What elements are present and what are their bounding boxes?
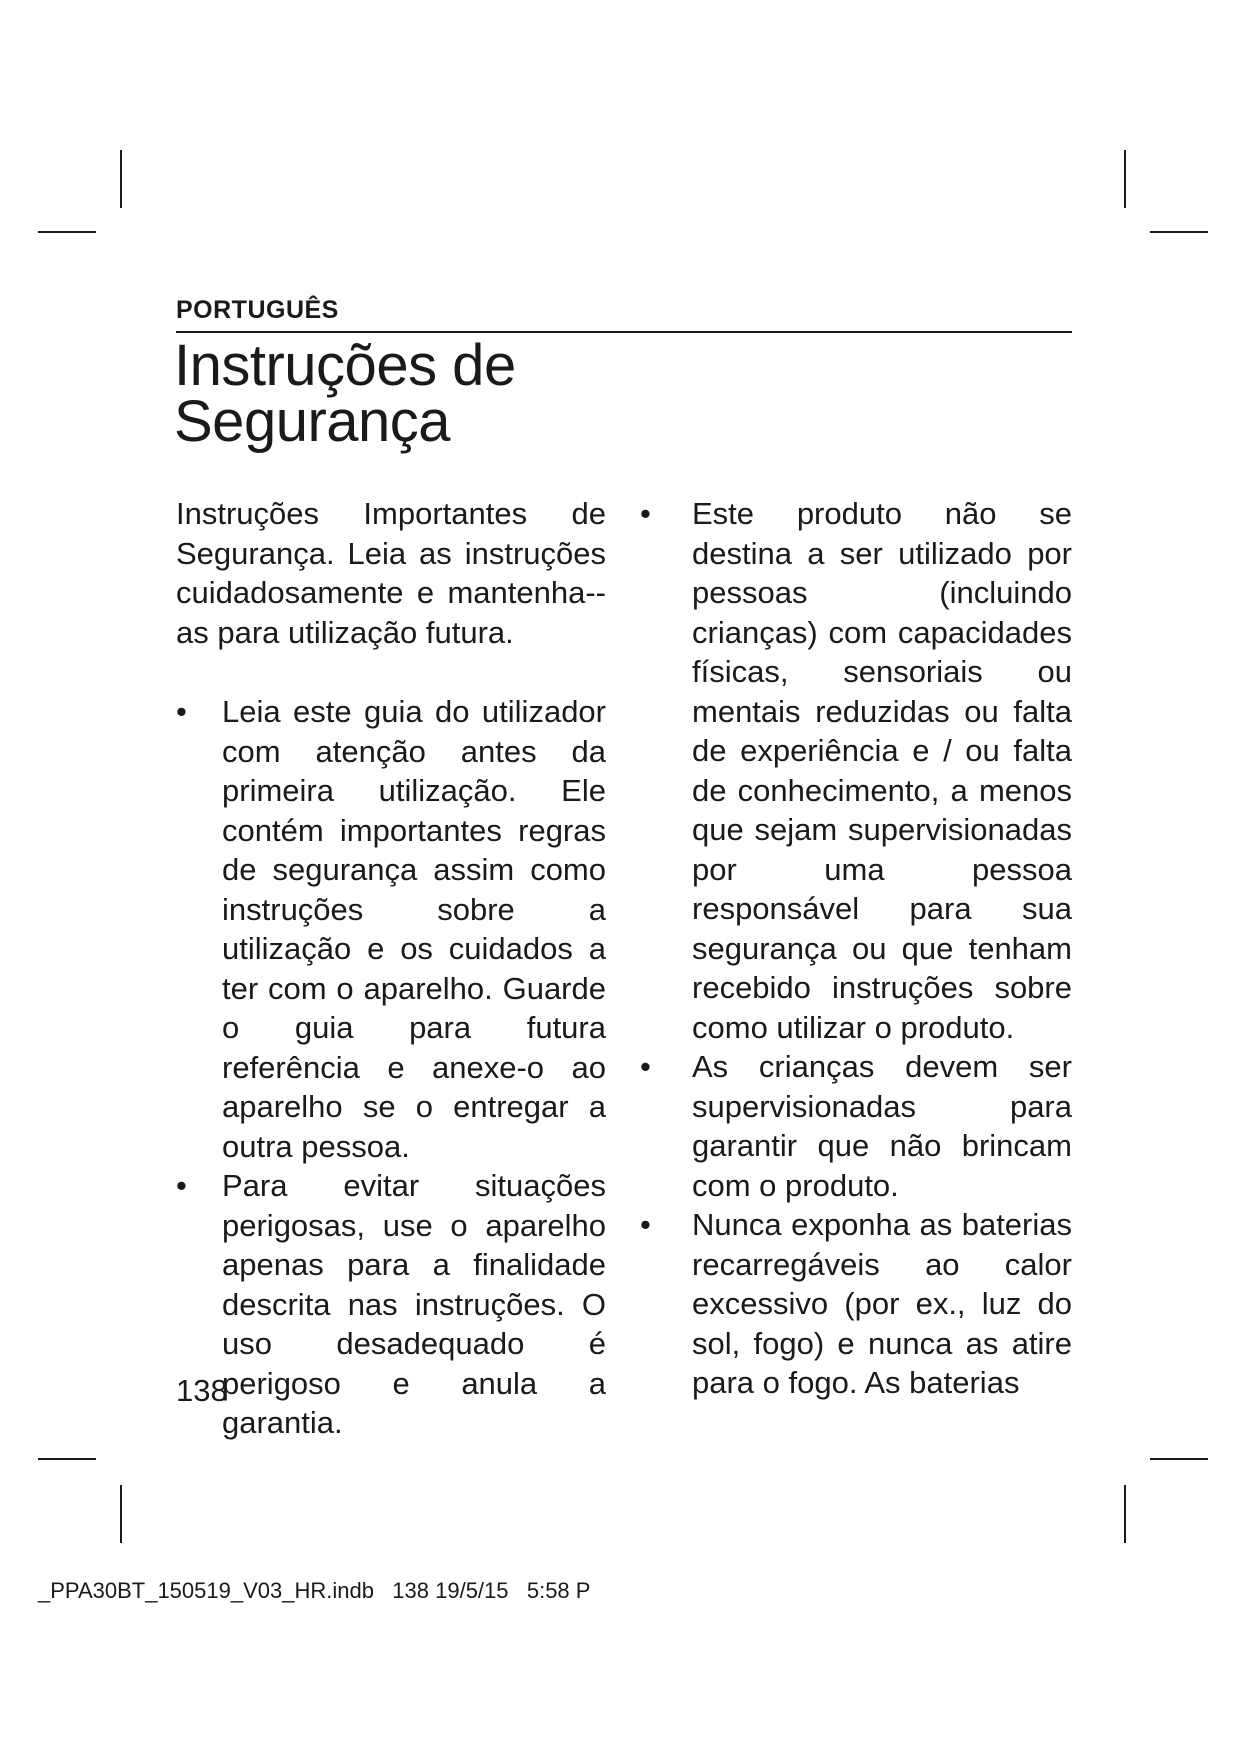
- list-item: [642, 494, 1072, 1047]
- crop-mark-bottom-right-vertical: [1124, 1485, 1126, 1543]
- list-item: [176, 1166, 606, 1443]
- bullet-icon: •: [176, 694, 187, 729]
- bullet-icon: •: [640, 496, 651, 531]
- crop-mark-top-right-horizontal: [1150, 231, 1208, 233]
- list-item-text: As crianças devem ser supervisionadas para garantir que não brincam com o produto.: [692, 1049, 1072, 1203]
- bullet-icon: •: [176, 1168, 187, 1203]
- page-title: [174, 333, 774, 454]
- crop-mark-top-left-vertical: [120, 150, 122, 208]
- crop-mark-bottom-left-horizontal: [38, 1458, 96, 1460]
- list-item-text: Leia este guia do utilizador com atenção antes da primeira utilização. Ele contém importantes regras de segurança assim como instruções sobre a utilização e os cuidados a ter com o aparelho. Guarde o guia para futura referência e anexe-o ao aparelho se o entregar a outra pessoa.: [222, 694, 606, 1164]
- page-number: 138: [176, 1373, 228, 1408]
- left-column: [176, 494, 606, 1443]
- crop-mark-bottom-left-vertical: [120, 1485, 122, 1543]
- right-column: [642, 494, 1072, 1403]
- list-item-text: Nunca exponha as baterias recarregáveis ao calor excessivo (por ex., luz do sol, fogo) e nunca as atire para o fogo. As baterias: [692, 1207, 1072, 1400]
- list-item-text: Este produto não se destina a ser utilizado por pessoas (incluindo crianças) com capacidades físicas, sensoriais ou mentais reduzidas ou falta de experiência e / ou falta de conhecimento, a menos que sejam supervisionadas por uma pessoa responsável para sua segurança ou que tenham recebido instruções sobre como utilizar o produto.: [692, 496, 1072, 1045]
- title-line-2: Segurança: [174, 389, 451, 454]
- list-item: [176, 692, 606, 1166]
- intro-paragraph: Instruções Importantes de Segurança. Leia as instruções cuidadosamente e mantenha--as para utilização futura.: [176, 496, 606, 650]
- list-item: [642, 1047, 1072, 1205]
- crop-mark-top-right-vertical: [1124, 150, 1126, 208]
- language-heading: PORTUGUÊS: [176, 296, 1072, 333]
- crop-mark-top-left-horizontal: [38, 231, 96, 233]
- title-line-1: Instruções de: [174, 333, 516, 398]
- print-slug: _PPA30BT_150519_V03_HR.indb 138 19/5/15 5:58 P: [38, 1578, 591, 1603]
- bullet-icon: •: [640, 1207, 651, 1242]
- crop-mark-bottom-right-horizontal: [1150, 1458, 1208, 1460]
- list-item: [642, 1205, 1072, 1403]
- bullet-icon: •: [640, 1049, 651, 1084]
- list-item-text: Para evitar situações perigosas, use o aparelho apenas para a finalidade descrita nas instruções. O uso desadequado é perigoso e anula a garantia.: [222, 1168, 606, 1440]
